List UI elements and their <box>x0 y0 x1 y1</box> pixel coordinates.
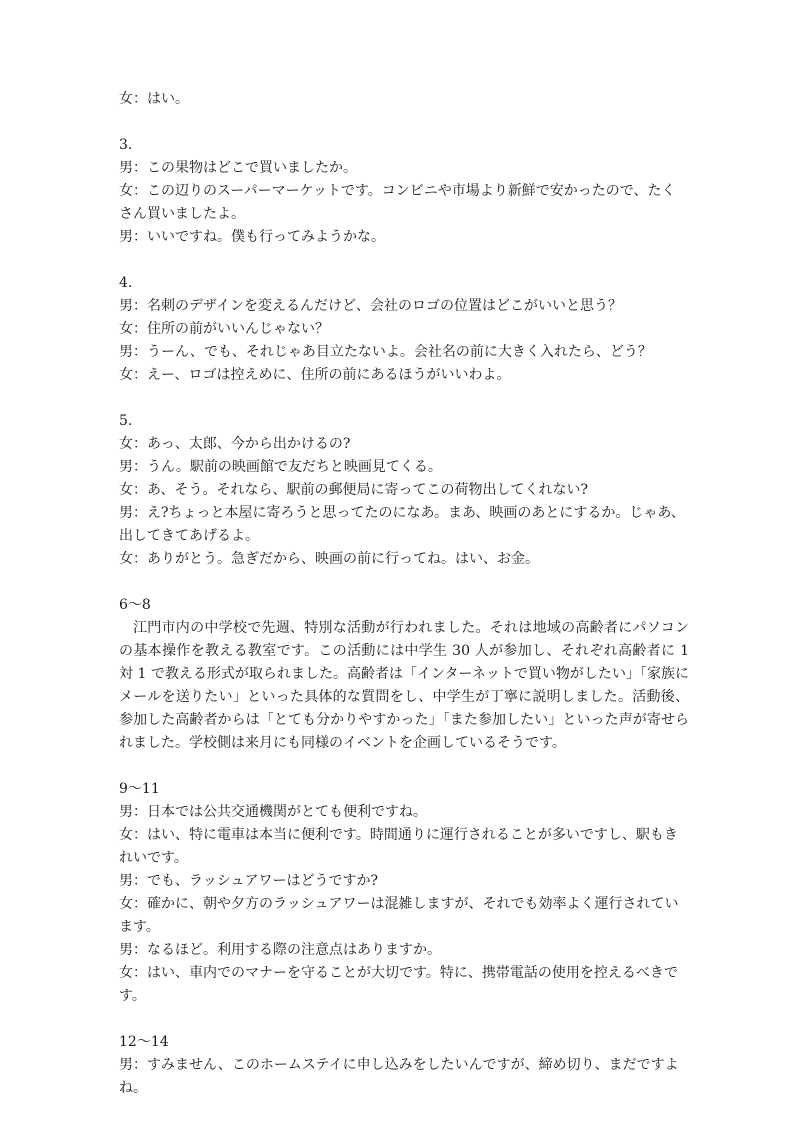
dialogue-line: 男：うーん、でも、それじゃあ目立たないよ。会社名の前に大きく入れたら、どう？ <box>119 344 652 360</box>
dialogue-line: 女：住所の前がいいんじゃない？ <box>119 321 329 337</box>
dialogue-line: 男：うん。駅前の映画館で友だちと映画見てくる。 <box>119 459 442 475</box>
section-heading: 4. <box>119 275 133 291</box>
dialogue-line: 男：すみません、このホームステイに申し込みをしたいんですが、締め切り、まだですよね。 <box>119 1057 679 1096</box>
dialogue-line: 女：この辺りのスーパーマーケットです。コンビニや市場より新鮮で安かったので、たくさん買いましたよ。 <box>119 183 676 222</box>
section-heading: 9～11 <box>119 781 160 797</box>
section-12-14 <box>119 1031 689 1100</box>
section-5 <box>119 410 689 571</box>
dialogue-line: 女：あ、そう。それなら、駅前の郵便局に寄ってこの荷物出してくれない? <box>119 482 588 498</box>
intro-block <box>119 88 689 111</box>
section-3 <box>119 134 689 249</box>
document-page <box>119 88 689 1100</box>
section-4 <box>119 272 689 387</box>
dialogue-line: 女：確かに、朝や夕方のラッシュアワーは混雑しますが、それでも効率よく運行されています。 <box>119 896 679 935</box>
narrative-paragraph: 江門市内の中学校で先週、特別な活動が行われました。それは地域の高齢者にパソコンの基本操作を教える教室です。この活動には中学生 30 人が参加し、それぞれ高齢者に 1 対 1 で教える形式が取られました。高齢者は「インターネットで買い物がしたい」「家族にメールを送りたい」といった具体的な質問をし、中学生が丁寧に説明しました。活動後、参加した高齢者からは「とても分かりやすかった」「また参加したい」といった声が寄せられました。学校側は来月にも同様のイベントを企画しているそうです。 <box>119 620 689 751</box>
dialogue-line: 男：でも、ラッシュアワーはどうですか? <box>119 873 378 889</box>
dialogue-line: 女：ありがとう。急ぎだから、映画の前に行ってね。はい、お金。 <box>119 551 539 567</box>
section-heading: 12～14 <box>119 1034 169 1050</box>
dialogue-line: 男：名刺のデザインを変えるんだけど、会社のロゴの位置はどこがいいと思う？ <box>119 298 623 314</box>
section-heading: 3. <box>119 137 133 153</box>
dialogue-line: 女：えー、ロゴは控えめに、住所の前にあるほうがいいわよ。 <box>119 367 511 383</box>
dialogue-line: 男：なるほど。利用する際の注意点はありますか。 <box>119 942 441 958</box>
dialogue-line: 女：はい、特に電車は本当に便利です。時間通りに運行されることが多いですし、駅もきれいです。 <box>119 827 678 866</box>
dialogue-line: 女：はい、車内でのマナーを守ることが大切です。特に、携帯電話の使用を控えるべきです。 <box>119 965 678 1004</box>
dialogue-line: 女：あっ、太郎、今から出かけるの? <box>119 436 351 452</box>
section-heading: 6～8 <box>119 597 151 613</box>
section-9-11 <box>119 778 689 1008</box>
section-6-8 <box>119 594 689 755</box>
dialogue-line: 女：はい。 <box>119 91 189 107</box>
dialogue-line: 男：いいですね。僕も行ってみようかな。 <box>119 229 385 245</box>
section-heading: 5. <box>119 413 133 429</box>
dialogue-line: 男：日本では公共交通機関がとても便利ですね。 <box>119 804 427 820</box>
dialogue-line: 男：この果物はどこで買いましたか。 <box>119 160 357 176</box>
dialogue-line: 男：え?ちょっと本屋に寄ろうと思ってたのになあ。まあ、映画のあとにするか。じゃあ、出してきてあげるよ。 <box>119 505 685 544</box>
